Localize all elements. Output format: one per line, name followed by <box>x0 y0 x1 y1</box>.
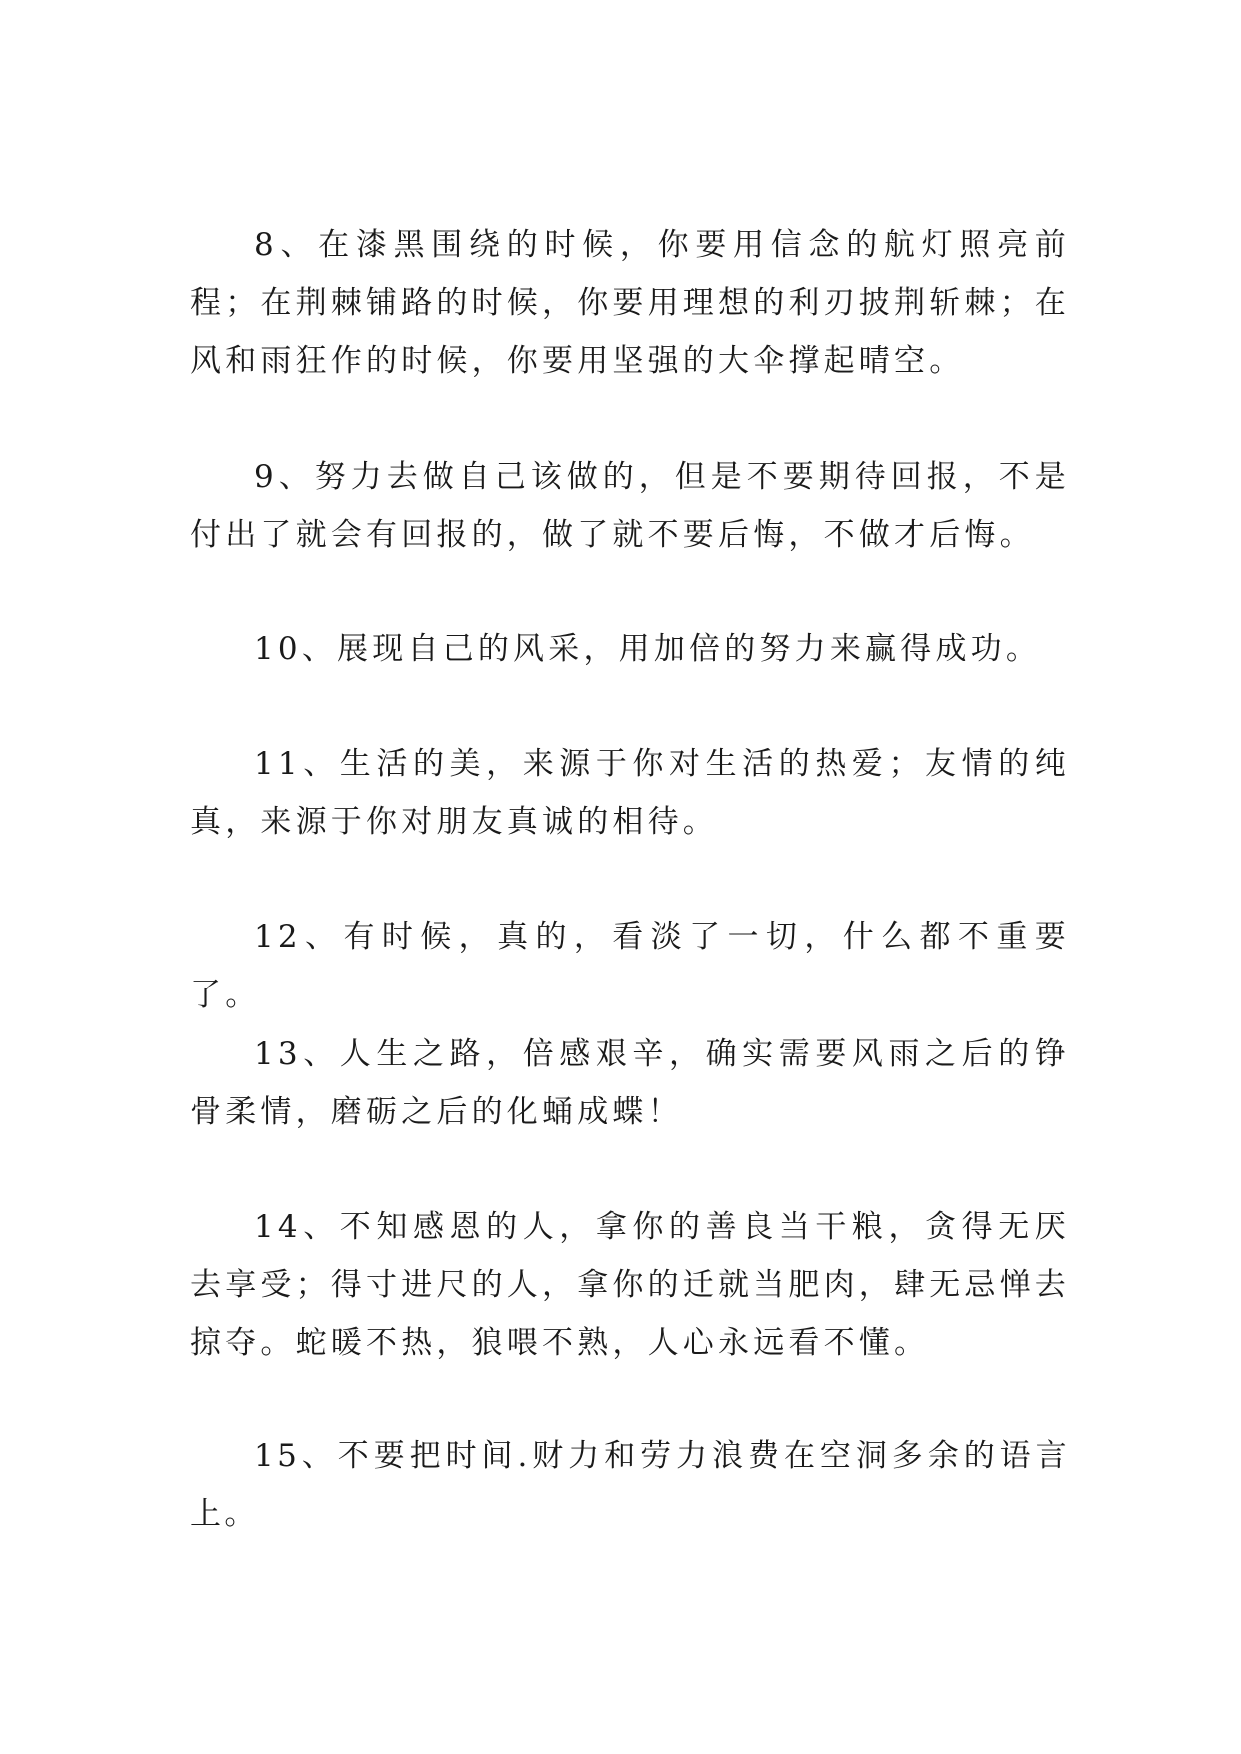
paragraph-14: 14、不知感恩的人，拿你的善良当干粮，贪得无厌去享受；得寸进尺的人，拿你的迁就当肥肉，肆无忌惮去掠夺。蛇暖不热，狼喂不熟，人心永远看不懂。 <box>190 1209 1070 1361</box>
paragraph-9: 9、努力去做自己该做的，但是不要期待回报，不是付出了就会有回报的，做了就不要后悔，不做才后悔。 <box>190 459 1070 553</box>
paragraph-13: 13、人生之路，倍感艰辛，确实需要风雨之后的铮骨柔情，磨砺之后的化蛹成蝶！ <box>190 1036 1070 1130</box>
paragraph-12: 12、有时候，真的，看淡了一切，什么都不重要了。 <box>190 919 1070 1013</box>
paragraph-8: 8、在漆黑围绕的时候，你要用信念的航灯照亮前程；在荆棘铺路的时候，你要用理想的利刃披荆斩棘；在风和雨狂作的时候，你要用坚强的大伞撑起晴空。 <box>190 227 1070 379</box>
paragraph-11: 11、生活的美，来源于你对生活的热爱；友情的纯真，来源于你对朋友真诚的相待。 <box>190 746 1070 840</box>
paragraph-10: 10、展现自己的风采，用加倍的努力来赢得成功。 <box>254 631 1042 667</box>
paragraph-15: 15、不要把时间.财力和劳力浪费在空洞多余的语言上。 <box>190 1438 1070 1532</box>
